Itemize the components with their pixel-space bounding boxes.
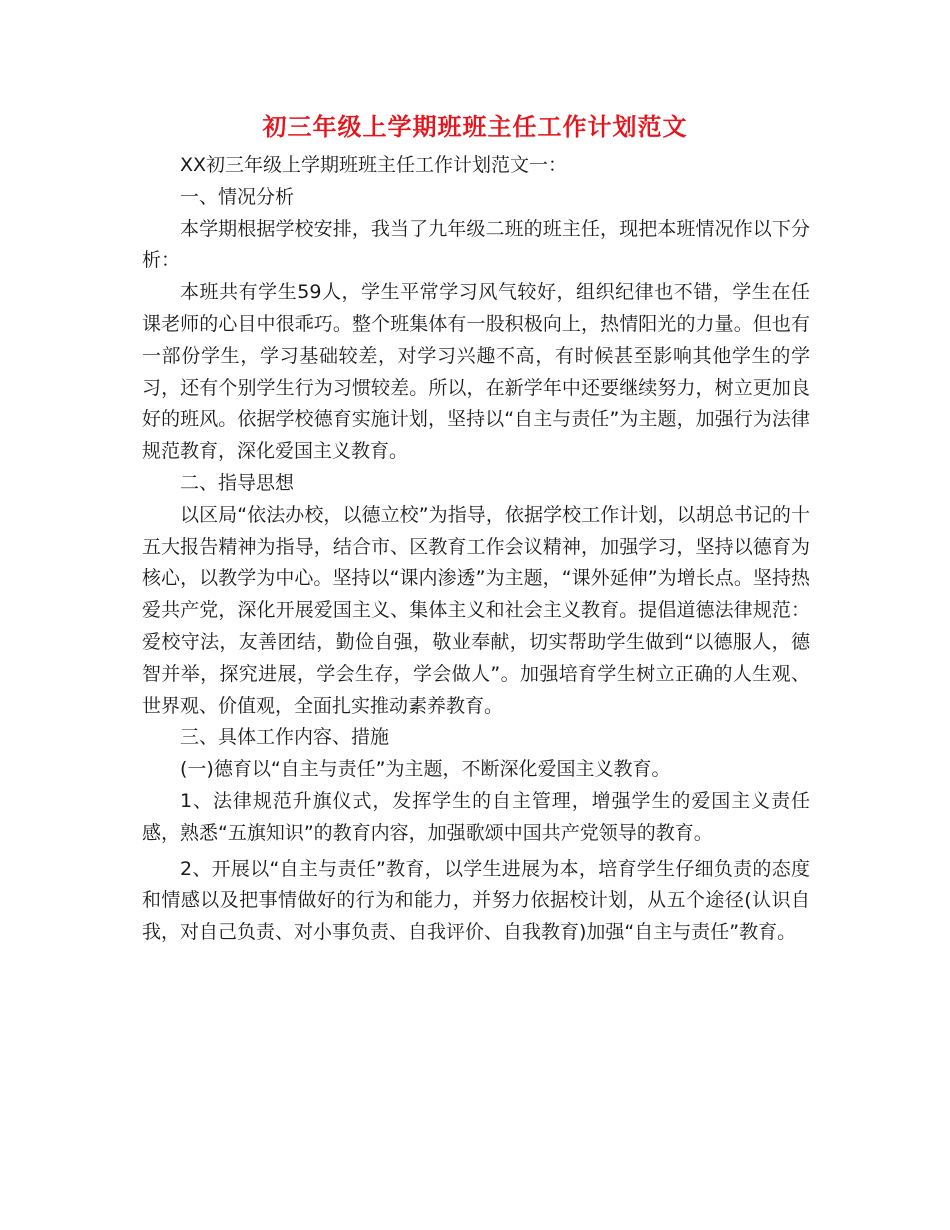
section-heading-guiding-thought: 二、指导思想: [180, 471, 295, 494]
document-body: [142, 150, 810, 949]
document-title: 初三年级上学期班班主任工作计划范文: [262, 112, 688, 141]
paragraph: 本学期根据学校安排，我当了九年级二班的班主任，现把本班情况作以下分析：: [142, 217, 810, 272]
subheading: (一)德育以“自主与责任”为主题，不断深化爱国主义教育。: [180, 758, 671, 781]
paragraph: 以区局“依法办校，以德立校”为指导，依据学校工作计划，以胡总书记的十五大报告精神为指导，结合市、区教育工作会议精神，加强学习，坚持以德育为核心，以教学为中心。坚持以“课内渗透”为主题，“课外延伸”为增长点。坚持热爱共产党，深化开展爱国主义、集体主义和社会主义教育。提倡道德法律规范：爱校守法，友善团结，勤俭自强，敬业奉献，切实帮助学生做到“以德服人，德智并举，探究进展，学会生存，学会做人”。加强培育学生树立正确的人生观、世界观、价值观，全面扎实推动素养教育。: [142, 503, 810, 717]
list-item: 2、开展以“自主与责任”教育，以学生进展为本，培育学生仔细负责的态度和情感以及把事情做好的行为和能力，并努力依据校计划，从五个途径(认识自我，对自己负责、对小事负责、自我评价、自我教育)加强“自主与责任”教育。: [142, 857, 810, 944]
list-item: 1、法律规范升旗仪式，发挥学生的自主管理，增强学生的爱国主义责任感，熟悉“五旗知识”的教育内容，加强歌颂中国共产党领导的教育。: [142, 789, 810, 844]
intro-line: XX初三年级上学期班班主任工作计划范文一：: [180, 154, 568, 176]
section-heading-work-content: 三、具体工作内容、措施: [180, 726, 390, 749]
section-heading-situation: 一、情况分析: [180, 185, 295, 208]
paragraph: 本班共有学生59人，学生平常学习风气较好，组织纪律也不错，学生在任课老师的心目中很乖巧。整个班集体有一股积极向上，热情阳光的力量。但也有一部份学生，学习基础较差，对学习兴趣不高，有时候甚至影响其他学生的学习，还有个别学生行为习惯较差。所以，在新学年中还要继续努力，树立更加良好的班风。依据学校德育实施计划，坚持以“自主与责任”为主题，加强行为法律规范教育，深化爱国主义教育。: [142, 281, 810, 463]
